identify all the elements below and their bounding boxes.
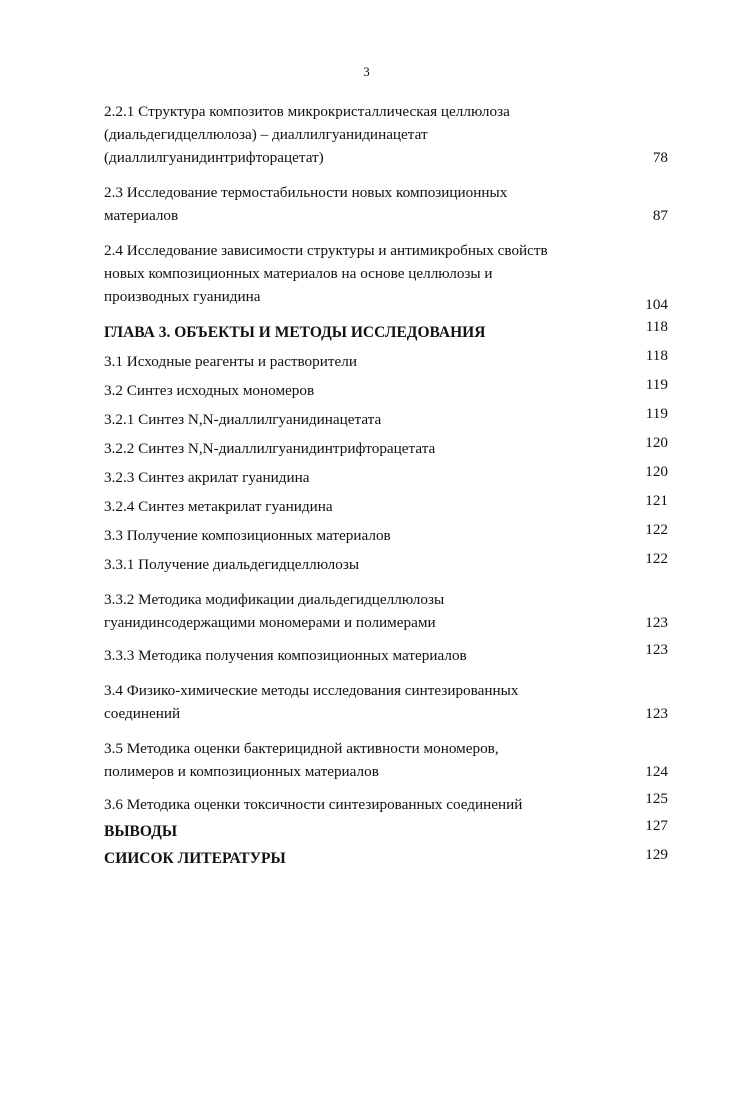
toc-entry-text: 3.2.4 Синтез метакрилат гуанидина: [104, 498, 333, 515]
toc-entry-page: 124: [645, 763, 668, 780]
toc-entry-page: 119: [645, 405, 668, 422]
toc-entry-page: 121: [645, 492, 668, 509]
toc-entry-page: 120: [645, 463, 668, 480]
toc-entry-text: 3.2.3 Синтез акрилат гуанидина: [104, 469, 310, 486]
toc-entry-text: 3.3.3 Методика получения композиционных материалов: [104, 647, 467, 664]
page-number: 3: [363, 64, 370, 79]
toc-entry-text: 2.3 Исследование термостабильности новых композиционных материалов: [104, 184, 508, 224]
toc-entry-text: 3.3 Получение композиционных материалов: [104, 527, 391, 544]
toc-entry-3-2: [104, 376, 670, 402]
toc-entry-3-3-1: [104, 550, 670, 576]
toc-entry-text: ВЫВОДЫ: [104, 823, 178, 840]
toc-entry-text: 3.6 Методика оценки токсичности синтезированных соединений: [104, 796, 523, 813]
toc-entry-2-4: [104, 239, 670, 313]
toc-entry-conclusions: [104, 817, 670, 843]
toc-entry-chapter-3: [104, 318, 670, 344]
toc-entry-text: 3.4 Физико-химические методы исследования синтезированных соединений: [104, 682, 519, 722]
toc-entry-3-3-2: [104, 588, 670, 634]
toc-entry-3-3: [104, 521, 670, 547]
table-of-contents: [104, 100, 670, 870]
toc-entry-page: 118: [645, 347, 668, 364]
toc-entry-page: 118: [645, 318, 668, 335]
toc-entry-3-2-3: [104, 463, 670, 489]
toc-entry-text: ГЛАВА 3. ОБЪЕКТЫ И МЕТОДЫ ИССЛЕДОВАНИЯ: [104, 324, 486, 341]
toc-entry-page: 123: [645, 705, 668, 722]
toc-entry-page: 87: [652, 207, 668, 224]
toc-entry-2-3: [104, 181, 670, 227]
toc-entry-3-3-3: [104, 641, 670, 667]
toc-entry-page: 78: [652, 149, 668, 166]
toc-entry-page: 125: [645, 790, 668, 807]
toc-entry-references: [104, 847, 670, 870]
toc-entry-text: 3.3.1 Получение диальдегидцеллюлозы: [104, 556, 360, 573]
toc-entry-page: 104: [645, 296, 668, 313]
toc-entry-3-2-1: [104, 405, 670, 431]
toc-entry-page: 123: [645, 614, 668, 631]
toc-entry-page: 122: [645, 550, 668, 567]
toc-entry-text: СИИСОК ЛИТЕРАТУРЫ: [104, 850, 286, 867]
toc-entry-text: 3.2.1 Синтез N,N-диаллилгуанидинацетата: [104, 411, 382, 428]
toc-entry-page: 119: [645, 376, 668, 393]
toc-entry-page: 120: [645, 434, 668, 451]
toc-entry-page: 129: [645, 846, 668, 863]
toc-entry-page: 123: [645, 641, 668, 658]
toc-entry-2-2-1: [104, 100, 670, 169]
toc-entry-3-2-4: [104, 492, 670, 518]
toc-entry-text: 3.1 Исходные реагенты и растворители: [104, 353, 357, 370]
toc-entry-3-1: [104, 347, 670, 373]
toc-entry-text: 3.2.2 Синтез N,N-диаллилгуанидинтрифторацетата: [104, 440, 436, 457]
toc-entry-text: 3.5 Методика оценки бактерицидной активности мономеров, полимеров и композиционных материалов: [104, 740, 499, 780]
toc-entry-3-2-2: [104, 434, 670, 460]
toc-entry-text: 3.2 Синтез исходных мономеров: [104, 382, 315, 399]
toc-entry-3-5: [104, 737, 670, 783]
toc-entry-3-6: [104, 790, 670, 816]
toc-entry-text: 3.3.2 Методика модификации диальдегидцеллюлозы гуанидинсодержащими мономерами и полимерами: [104, 591, 445, 631]
toc-entry-text: 2.4 Исследование зависимости структуры и антимикробных свойств новых композиционных материалов на основе целлюлозы и производных гуанидина: [104, 242, 548, 305]
toc-entry-page: 127: [645, 817, 668, 834]
toc-entry-text: 2.2.1 Структура композитов микрокристаллическая целлюлоза (диальдегидцеллюлоза) – диаллилгуанидинацетат (диаллилгуанидинтрифторацетат): [104, 103, 510, 166]
toc-entry-page: 122: [645, 521, 668, 538]
toc-entry-3-4: [104, 679, 670, 725]
